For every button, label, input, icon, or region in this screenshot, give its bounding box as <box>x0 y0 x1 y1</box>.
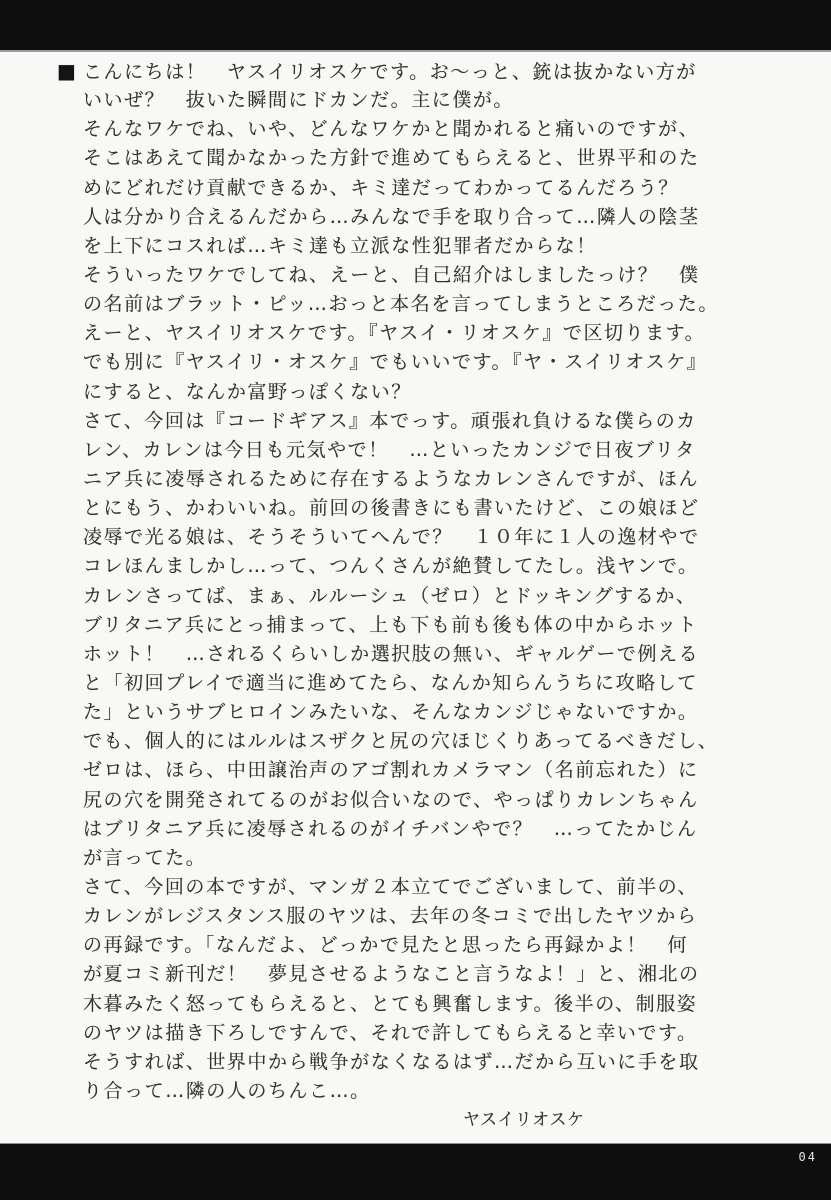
author-signature: ヤスイリオスケ <box>463 1110 585 1131</box>
text-line: の再録です。「なんだよ、どっかで見たと思ったら再録かよ！ 何 <box>83 934 689 957</box>
text-line: ホット！ …されるくらいしか選択肢の無い、ギャルゲーで例える <box>83 642 700 665</box>
text-line: た」というサブヒロインみたいな、そんなカンジじゃないですか。 <box>83 701 699 724</box>
page-number: 04 <box>798 1150 817 1164</box>
text-line: ブリタニア兵にとっ捕まって、上も下も前も後も体の中からホット <box>83 613 698 636</box>
text-line: 凌辱で光る娘は、そうそういてへんで？ １０年に１人の逸材やで <box>83 526 700 549</box>
text-line: いいぜ？ 抜いた瞬間にドカンだ。主に僕が。 <box>83 89 514 112</box>
text-line: えーと、ヤスイリオスケです。『ヤスイ・リオスケ』で区切ります。 <box>83 322 706 345</box>
text-line: ゼロは、ほら、中田譲治声のアゴ割れカメラマン（名前忘れた）に <box>83 759 699 782</box>
text-line: カレンがレジスタンス服のヤツは、去年の冬コミで出したヤツから <box>83 905 698 928</box>
text-line: り合って…隣の人のちんこ…。 <box>83 1079 371 1102</box>
text-line: さて、今回の本ですが、マンガ２本立てでございまして、前半の、 <box>83 875 698 898</box>
text-line: と「初回プレイで適当に進めてたら、なんか知らんうちに攻略して <box>83 671 698 694</box>
text-line: さて、今回は『コードギアス』本でっす。頑張れ負けるな僕らのカ <box>83 409 697 432</box>
text-line: が夏コミ新刊だ！ 夢見させるようなこと言うなよ！」と、湘北の <box>83 963 700 986</box>
text-line: コレほんましかし…って、つんくさんが絶賛してたし。浅ヤンで。 <box>83 555 699 578</box>
text-line: はブリタニア兵に凌辱されるのがイチバンやで？ …ってたかじん <box>83 817 698 840</box>
text-line: 人は分かり合えるんだから…みんなで手を取り合って…隣人の陰茎 <box>83 205 700 228</box>
text-line: にすると、なんか富野っぽくない？ <box>83 380 412 403</box>
text-line-content: こんにちは！ ヤスイリオスケです。お～っと、銃は抜かない方が <box>83 61 697 83</box>
top-border-bar <box>0 0 831 52</box>
text-line: の名前はブラット・ピッ…おっと本名を言ってしまうところだった。 <box>83 293 719 316</box>
text-line: でも、個人的にはルルはスザクと尻の穴ほじくりあってるべきだし、 <box>83 730 719 753</box>
text-line: 木暮みたく怒ってもらえると、とても興奮します。後半の、制服姿 <box>83 992 698 1015</box>
text-line: そういったワケでしてね、えーと、自己紹介はしましたっけ？ 僕 <box>83 263 700 286</box>
text-line: とにもう、かわいいね。前回の後書きにも書いたけど、この娘ほど <box>83 497 700 520</box>
text-line: を上下にコスれば…キミ達も立派な性犯罪者だからな！ <box>83 234 597 257</box>
text-line: レン、カレンは今日も元気やで！ …といったカンジで日夜ブリタ <box>83 438 696 461</box>
text-line: が言ってた。 <box>83 846 207 869</box>
text-line: そこはあえて聞かなかった方針で進めてもらえると、世界平和のた <box>83 147 700 170</box>
afterword-text <box>57 57 719 1135</box>
text-line: でも別に『ヤスイリ・オスケ』でもいいです。『ヤ・スイリオスケ』 <box>83 351 708 374</box>
text-line: そうすれば、世界中から戦争がなくなるはず…だから互いに手を取 <box>83 1050 700 1073</box>
text-line: めにどれだけ貢献できるか、キミ達だってわかってるんだろう？ <box>83 176 679 199</box>
section-marker-square: ■ <box>57 59 78 83</box>
text-line: カレンさってば、まぁ、ルルーシュ（ゼロ）とドッキングするか、 <box>83 584 697 607</box>
bottom-border-bar <box>0 1143 831 1200</box>
text-line: ニア兵に凌辱されるために存在するようなカレンさんですが、ほん <box>83 467 700 490</box>
text-line: そんなワケでね、いや、どんなワケかと聞かれると痛いのですが、 <box>83 118 700 141</box>
text-line: 尻の穴を開発されてるのがお似合いなので、やっぱりカレンちゃん <box>83 788 699 811</box>
text-line <box>57 57 697 86</box>
text-line: のヤツは描き下ろしですんで、それで許してもらえると幸いです。 <box>83 1021 698 1044</box>
